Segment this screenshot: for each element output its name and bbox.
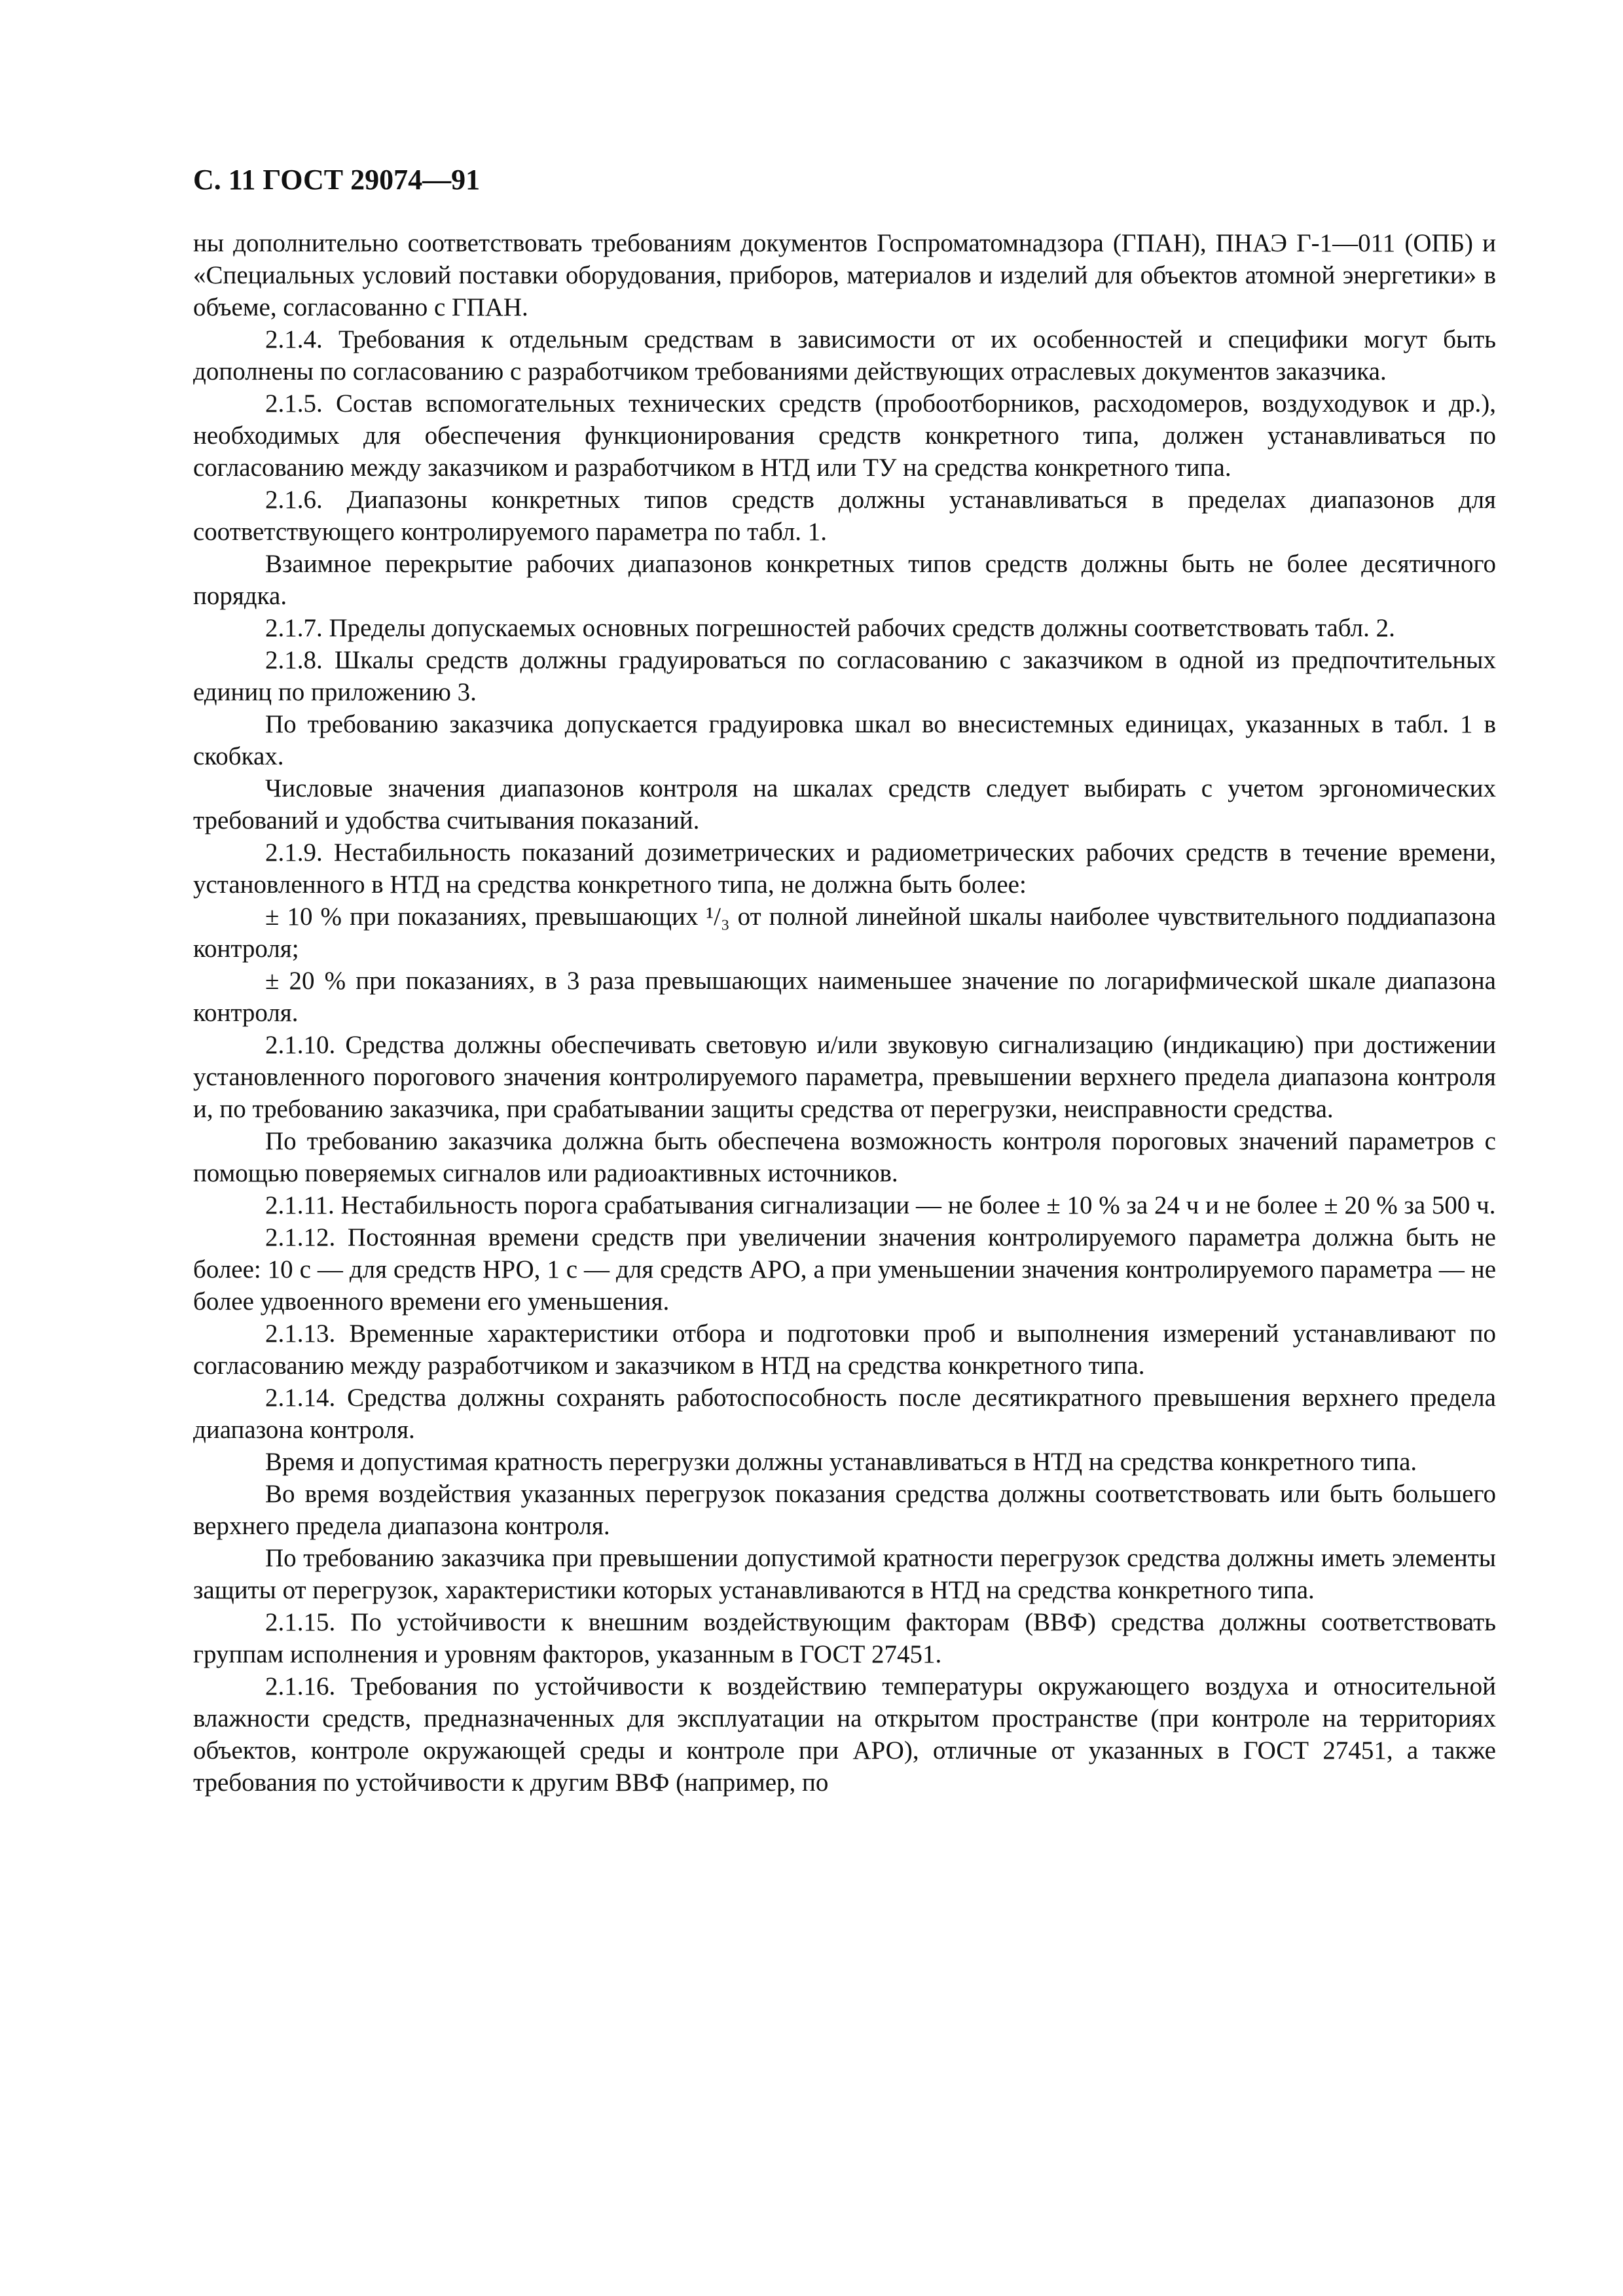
page-header: С. 11 ГОСТ 29074—91	[193, 164, 481, 196]
paragraph: 2.1.14. Средства должны сохранять работоспособность после десятикратного превышения верхнего предела диапазона контроля.	[193, 1384, 1496, 1444]
paragraph: По требованию заказчика допускается градуировка шкал во внесистемных единицах, указанных в табл. 1 в скобках.	[193, 710, 1496, 770]
paragraph: Числовые значения диапазонов контроля на шкалах средств следует выбирать с учетом эргономических требований и удобства считывания показаний.	[193, 774, 1496, 834]
document-body	[193, 227, 1496, 1799]
paragraph: Во время воздействия указанных перегрузок показания средства должны соответствовать или быть большего верхнего предела диапазона контроля.	[193, 1480, 1496, 1540]
paragraph: ± 10 % при показаниях, превышающих ¹/₃ от полной линейной шкалы наиболее чувствительного поддиапазона контроля;	[193, 903, 1496, 963]
paragraph: ны дополнительно соответствовать требованиям документов Госпроматомнадзора (ГПАН), ПНАЭ Г-1—011 (ОПБ) и «Специальных условий поставки оборудования, приборов, материалов и изделий для объектов атомной энергетики» в объеме, согласованно с ГПАН.	[193, 229, 1496, 321]
paragraph: 2.1.16. Требования по устойчивости к воздействию температуры окружающего воздуха и относительной влажности средств, предназначенных для эксплуатации на открытом пространстве (при контроле на территориях объектов, контроле окружающей среды и контроле при АРО), отличные от указанных в ГОСТ 27451, а также требования по устойчивости к другим ВВФ (например, по	[193, 1672, 1496, 1797]
paragraph: 2.1.10. Средства должны обеспечивать световую и/или звуковую сигнализацию (индикацию) при достижении установленного порогового значения контролируемого параметра, превышении верхнего предела диапазона контроля и, по требованию заказчика, при срабатывании защиты средства от перегрузки, неисправности средства.	[193, 1031, 1496, 1123]
paragraph: 2.1.12. Постоянная времени средств при увеличении значения контролируемого параметра должна быть не более: 10 с — для средств НРО, 1 с — для средств АРО, а при уменьшении значения контролируемого параметра — не более удвоенного времени его уменьшения.	[193, 1223, 1496, 1316]
paragraph: 2.1.4. Требования к отдельным средствам в зависимости от их особенностей и специфики могут быть дополнены по согласованию с разработчиком требованиями действующих отраслевых документов заказчика.	[193, 325, 1496, 386]
paragraph: Время и допустимая кратность перегрузки должны устанавливаться в НТД на средства конкретного типа.	[265, 1448, 1417, 1476]
paragraph: По требованию заказчика при превышении допустимой кратности перегрузок средства должны иметь элементы защиты от перегрузок, характеристики которых устанавливаются в НТД на средства конкретного типа.	[193, 1544, 1496, 1604]
paragraph: 2.1.5. Состав вспомогательных технических средств (пробоотборников, расходомеров, воздуходувок и др.), необходимых для обеспечения функционирования средств конкретного типа, должен устанавливаться по согласованию между заказчиком и разработчиком в НТД или ТУ на средства конкретного типа.	[193, 389, 1496, 482]
document-page	[193, 160, 1496, 1799]
paragraph: 2.1.9. Нестабильность показаний дозиметрических и радиометрических рабочих средств в течение времени, установленного в НТД на средства конкретного типа, не должна быть более:	[193, 838, 1496, 899]
paragraph: 2.1.11. Нестабильность порога срабатывания сигнализации — не более ± 10 % за 24 ч и не более ± 20 % за 500 ч.	[265, 1191, 1496, 1219]
paragraph: 2.1.6. Диапазоны конкретных типов средств должны устанавливаться в пределах диапазонов для соответствующего контролируемого параметра по табл. 1.	[193, 486, 1496, 546]
paragraph: 2.1.13. Временные характеристики отбора и подготовки проб и выполнения измерений устанавливают по согласованию между разработчиком и заказчиком в НТД на средства конкретного типа.	[193, 1319, 1496, 1380]
paragraph: 2.1.15. По устойчивости к внешним воздействующим факторам (ВВФ) средства должны соответствовать группам исполнения и уровням факторов, указанным в ГОСТ 27451.	[193, 1608, 1496, 1668]
paragraph: Взаимное перекрытие рабочих диапазонов конкретных типов средств должны быть не более десятичного порядка.	[193, 550, 1496, 610]
paragraph: 2.1.7. Пределы допускаемых основных погрешностей рабочих средств должны соответствовать табл. 2.	[265, 614, 1395, 642]
paragraph: 2.1.8. Шкалы средств должны градуироваться по согласованию с заказчиком в одной из предпочтительных единиц по приложению 3.	[193, 646, 1496, 706]
paragraph: ± 20 % при показаниях, в 3 раза превышающих наименьшее значение по логарифмической шкале диапазона контроля.	[193, 967, 1496, 1027]
paragraph: По требованию заказчика должна быть обеспечена возможность контроля пороговых значений параметров с помощью поверяемых сигналов или радиоактивных источников.	[193, 1127, 1496, 1187]
